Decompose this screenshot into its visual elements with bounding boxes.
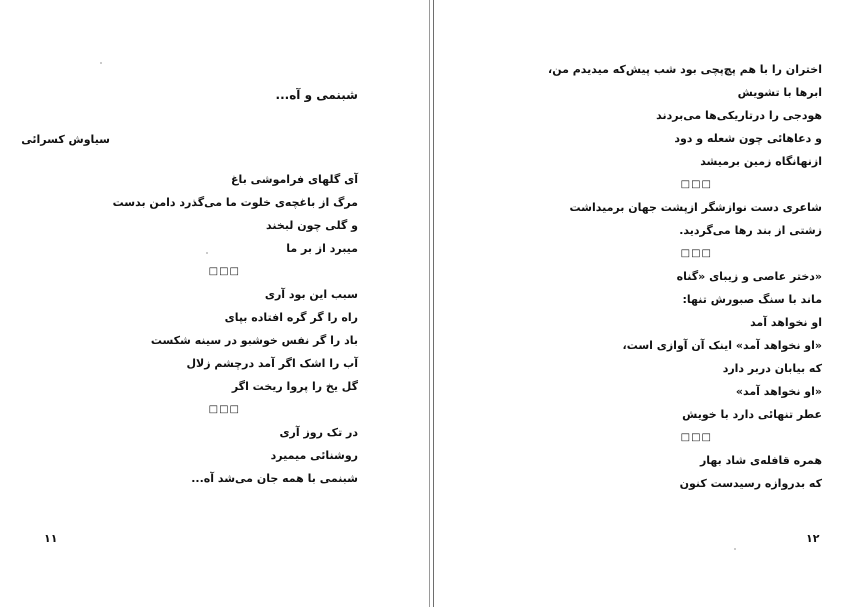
poem-line: آب را اشک اگر آمد درچشم زلال [186, 357, 358, 370]
poem-line: زشتی از بند رها می‌گردید. [679, 224, 822, 237]
poem-line: آی گلهای فراموشی باغ [231, 173, 358, 186]
poem-line: شبنمی با همه جان می‌شد آه... [191, 472, 358, 485]
poem-line: اختران را با هم پچ‌پچی بود شب پیش‌که میدیدم من، [548, 63, 822, 76]
poem-line: «دختر عاصی و زیبای «گناه [676, 270, 822, 283]
page-number: ۱۱ [44, 532, 58, 545]
scan-speck [100, 62, 102, 64]
poem-line: سبب این بود آری [264, 288, 358, 301]
poem-line: عطر تنهائی دارد با خویش [682, 408, 822, 421]
poem-line: همره قافله‌ی شاد بهار [699, 454, 822, 467]
poem-line: هودجی را درتاریکی‌ها می‌بردند [656, 109, 822, 122]
poem-line: در تک روز آری [279, 426, 358, 439]
poem-line: و گلی چون لبخند [266, 219, 358, 232]
poem-line: گل یخ را پروا ریخت اگر [231, 380, 358, 393]
poem-line: ابرها با تشویش [737, 86, 822, 99]
poem-line: «او نخواهد آمد» اینک آن آوازی است، [622, 339, 822, 352]
poem-line: راه را گر گره افتاده بپای [224, 311, 358, 324]
page-number: ۱۲ [806, 532, 820, 545]
stanza-separator: □□□ [680, 432, 712, 443]
poem-line: که بدروازه رسیدست کنون [679, 477, 822, 490]
poem-line: ازنهانگاه زمین برمیشد [700, 155, 822, 168]
poem-line: مرگ از باغچه‌ی خلوت ما می‌گذرد دامن بدست [112, 196, 358, 209]
stanza-separator: □□□ [208, 404, 240, 415]
right-page [436, 0, 862, 607]
poem-line: او نخواهد آمد [750, 316, 822, 329]
left-poem-body [113, 168, 358, 490]
poem-line: میبرد از بر ما [286, 242, 358, 255]
poem-line: باد را گر نفس خوشبو در سینه شکست [150, 334, 358, 347]
left-page [0, 0, 428, 607]
poem-title: شبنمی و آه... [275, 88, 358, 102]
scan-speck [734, 548, 736, 550]
poem-line: روشنائی میمیرد [270, 449, 358, 462]
page-gutter-line [433, 0, 434, 607]
poem-line: ماند با سنگ صبورش تنها: [682, 293, 822, 306]
poem-line: که بیابان دربر دارد [722, 362, 822, 375]
stanza-separator: □□□ [680, 179, 712, 190]
poem-line: و دعاهائی چون شعله و دود [674, 132, 822, 145]
page-gutter-line [429, 0, 430, 607]
right-poem-body [548, 58, 822, 495]
poem-author: سیاوش کسرائی [21, 133, 110, 146]
poem-line: «او نخواهد آمد» [735, 385, 822, 398]
scan-speck [206, 252, 208, 254]
stanza-separator: □□□ [208, 266, 240, 277]
stanza-separator: □□□ [680, 248, 712, 259]
poem-line: شاعری دست نوازشگر ازپشت جهان برمیداشت [569, 201, 822, 214]
